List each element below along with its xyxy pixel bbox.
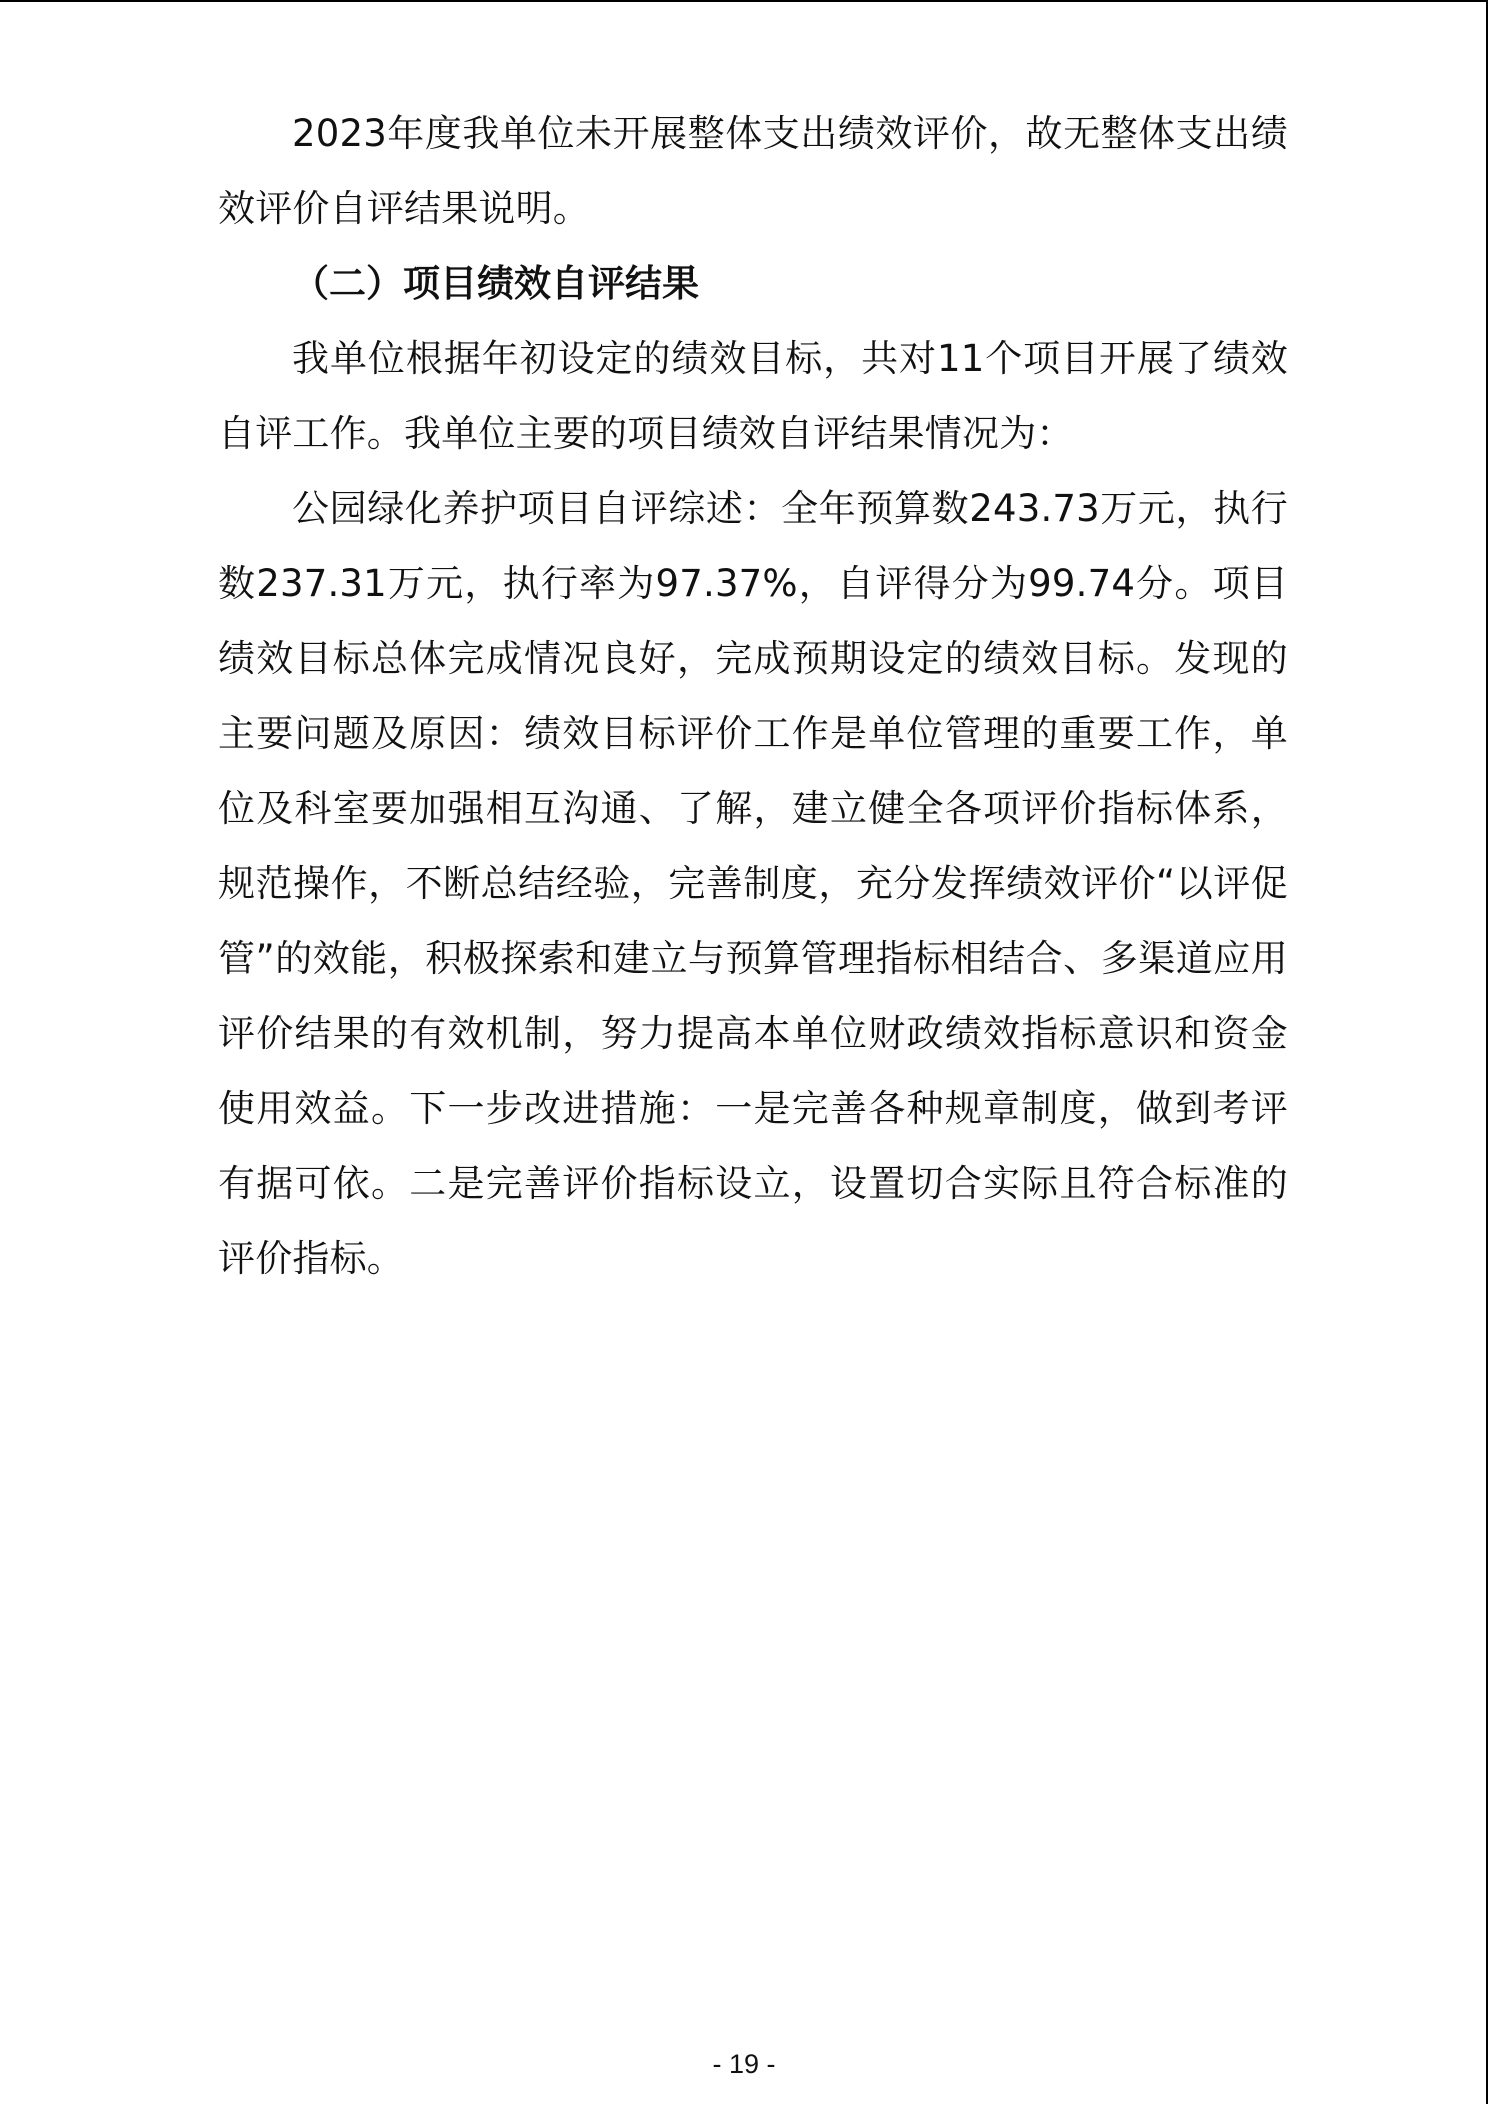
paragraph-project-count: 我单位根据年初设定的绩效目标，共对11个项目开展了绩效自评工作。我单位主要的项目绩效自评结果情况为： [218,337,1288,455]
paragraph-overall-evaluation: 2023年度我单位未开展整体支出绩效评价，故无整体支出绩效评价自评结果说明。 [218,112,1288,230]
section-heading-project-results: （二）项目绩效自评结果 [292,262,699,305]
document-body [218,96,1288,1296]
page-top-border [0,0,1488,2]
page-number: - 19 - [712,2049,776,2079]
paragraph-park-greening-project: 公园绿化养护项目自评综述：全年预算数243.73万元，执行数237.31万元，执行率为97.37%，自评得分为99.74分。项目绩效目标总体完成情况良好，完成预期设定的绩效目标。发现的主要问题及原因：绩效目标评价工作是单位管理的重要工作，单位及科室要加强相互沟通、了解，建立健全各项评价指标体系，规范操作，不断总结经验，完善制度，充分发挥绩效评价“以评促管”的效能，积极探索和建立与预算管理指标相结合、多渠道应用评价结果的有效机制，努力提高本单位财政绩效指标意识和资金使用效益。下一步改进措施：一是完善各种规章制度，做到考评有据可依。二是完善评价指标设立，设置切合实际且符合标准的评价指标。 [218,487,1288,1280]
